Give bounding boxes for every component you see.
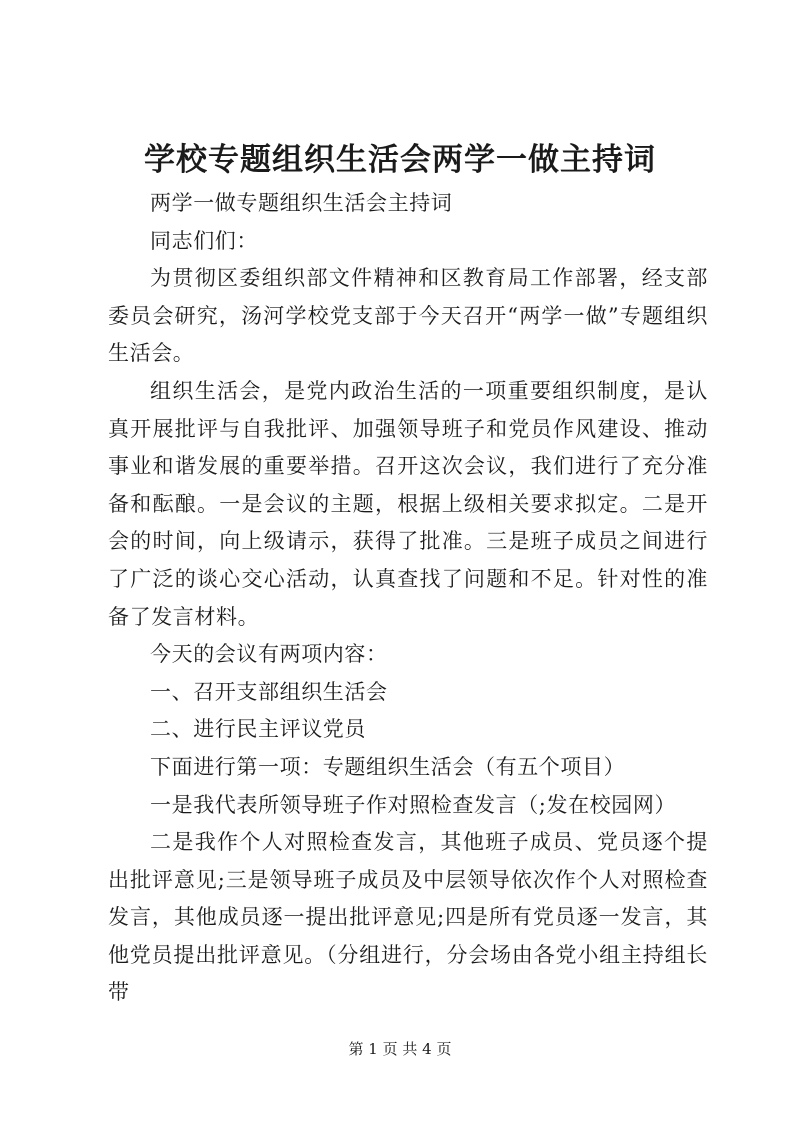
paragraph-salutation: 同志们们： (150, 228, 258, 253)
paragraph-first-item: 下面进行第一项：专题组织生活会（有五个项目） (150, 754, 626, 779)
document-title: 学校专题组织生活会两学一做主持词 (144, 142, 656, 178)
paragraph-purpose: 组织生活会，是党内政治生活的一项重要组织制度，是认真开展批评与自我批评、加强领导班子和党员作风建设、推动事业和谐发展的重要举措。召开这次会议，我们进行了充分准备和酝酿。一是会议的主题，根据上级相关要求拟定。二是开会的时间，向上级请示，获得了批准。三是班子成员之间进行了广泛的谈心交心活动，认真查找了问题和不足。针对性的准备了发言材料。 (108, 378, 708, 629)
paragraph-subtitle: 两学一做专题组织生活会主持词 (150, 191, 453, 215)
document-body (108, 185, 708, 1012)
paragraph-step-1: 一是我代表所领导班子作对照检查发言（;发在校园网） (150, 792, 677, 817)
agenda-item-1: 一、召开支部组织生活会 (150, 679, 388, 704)
paragraph-intro: 为贯彻区委组织部文件精神和区教育局工作部署，经支部委员会研究，汤河学校党支部于今天召开“两学一做”专题组织生活会。 (108, 266, 708, 366)
page-number-footer: 第 1 页 共 4 页 (348, 1040, 452, 1058)
agenda-item-2: 二、进行民主评议党员 (150, 717, 366, 742)
paragraph-steps-2-4: 二是我作个人对照检查发言，其他班子成员、党员逐个提出批评意见;三是领导班子成员及中层领导依次作个人对照检查发言，其他成员逐一提出批评意见;四是所有党员逐一发言，其他党员提出批评意见。（分组进行，分会场由各党小组主持组长带 (108, 830, 708, 1005)
paragraph-agenda-intro: 今天的会议有两项内容： (150, 642, 388, 667)
